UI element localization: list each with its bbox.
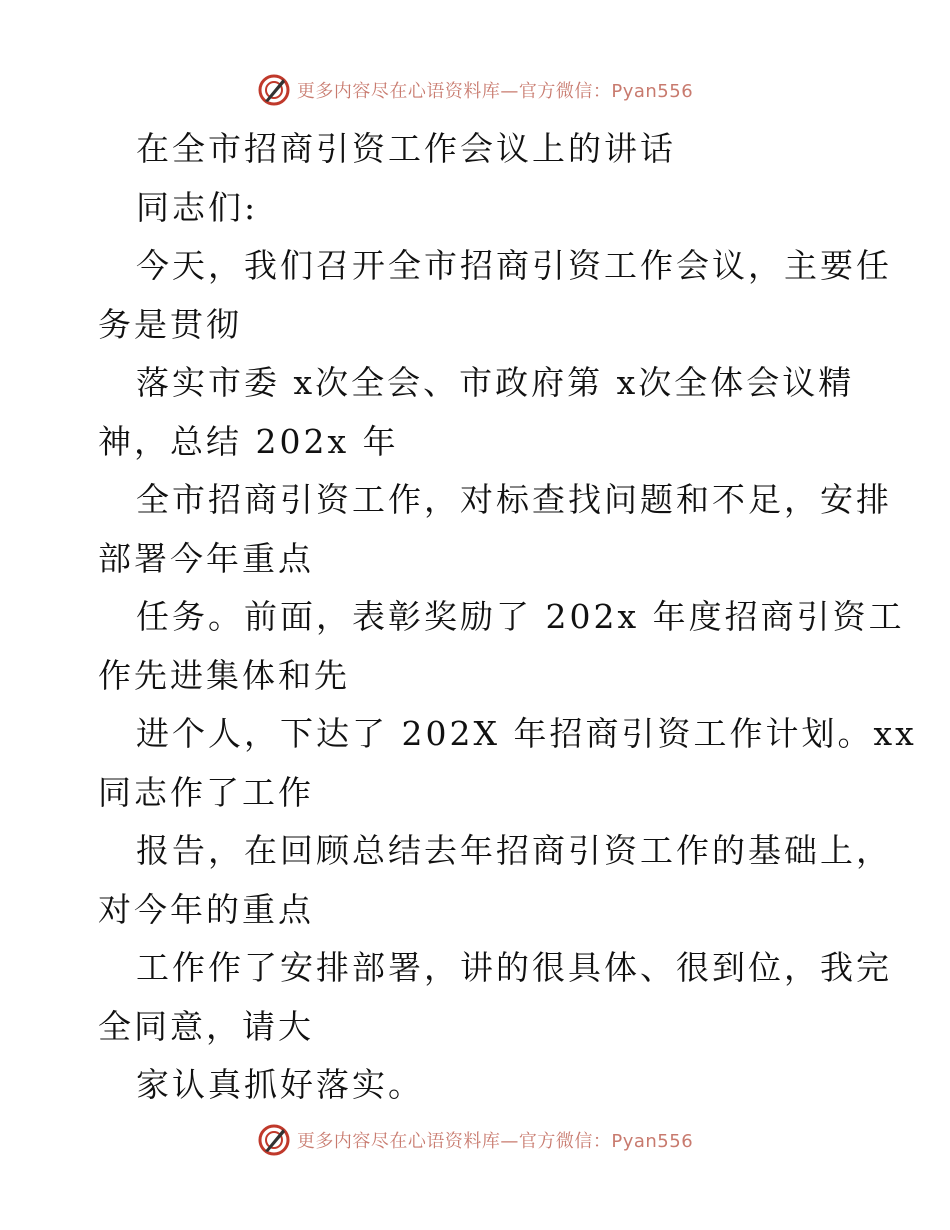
text-line: 进个人，下达了 202X 年招商引资工作计划。xx bbox=[136, 714, 917, 753]
quill-seal-icon bbox=[257, 1123, 291, 1157]
text-line: 家认真抓好落实。 bbox=[136, 1065, 424, 1104]
text-line: 今天，我们召开全市招商引资工作会议，主要任 bbox=[136, 246, 892, 285]
document-body bbox=[98, 120, 917, 1115]
header-watermark bbox=[0, 70, 950, 110]
text-line: 作先进集体和先 bbox=[98, 655, 350, 695]
text-line: 对今年的重点 bbox=[98, 889, 314, 929]
text-line: 全同意，请大 bbox=[98, 1006, 314, 1046]
paragraph-lines bbox=[98, 237, 917, 1115]
watermark-text: 更多内容尽在心语资料库—官方微信：Pyan556 bbox=[296, 1131, 694, 1152]
greeting: 同志们: bbox=[136, 187, 259, 227]
text-line: 任务。前面，表彰奖励了 202x 年度招商引资工 bbox=[136, 597, 905, 636]
document-title: 在全市招商引资工作会议上的讲话 bbox=[136, 129, 676, 168]
text-line: 同志作了工作 bbox=[98, 772, 314, 812]
text-line: 神，总结 202x 年 bbox=[98, 421, 399, 461]
text-line: 落实市委 x次全会、市政府第 x次全体会议精 bbox=[136, 363, 855, 402]
text-line: 务是贯彻 bbox=[98, 304, 242, 344]
text-line: 工作作了安排部署，讲的很具体、很到位，我完 bbox=[136, 948, 892, 987]
watermark-text: 更多内容尽在心语资料库—官方微信：Pyan556 bbox=[296, 81, 694, 102]
text-line: 报告，在回顾总结去年招商引资工作的基础上， bbox=[136, 831, 892, 870]
quill-seal-icon bbox=[257, 73, 291, 107]
text-line: 部署今年重点 bbox=[98, 538, 314, 578]
text-line: 全市招商引资工作，对标查找问题和不足，安排 bbox=[136, 480, 892, 519]
footer-watermark bbox=[0, 1120, 950, 1160]
